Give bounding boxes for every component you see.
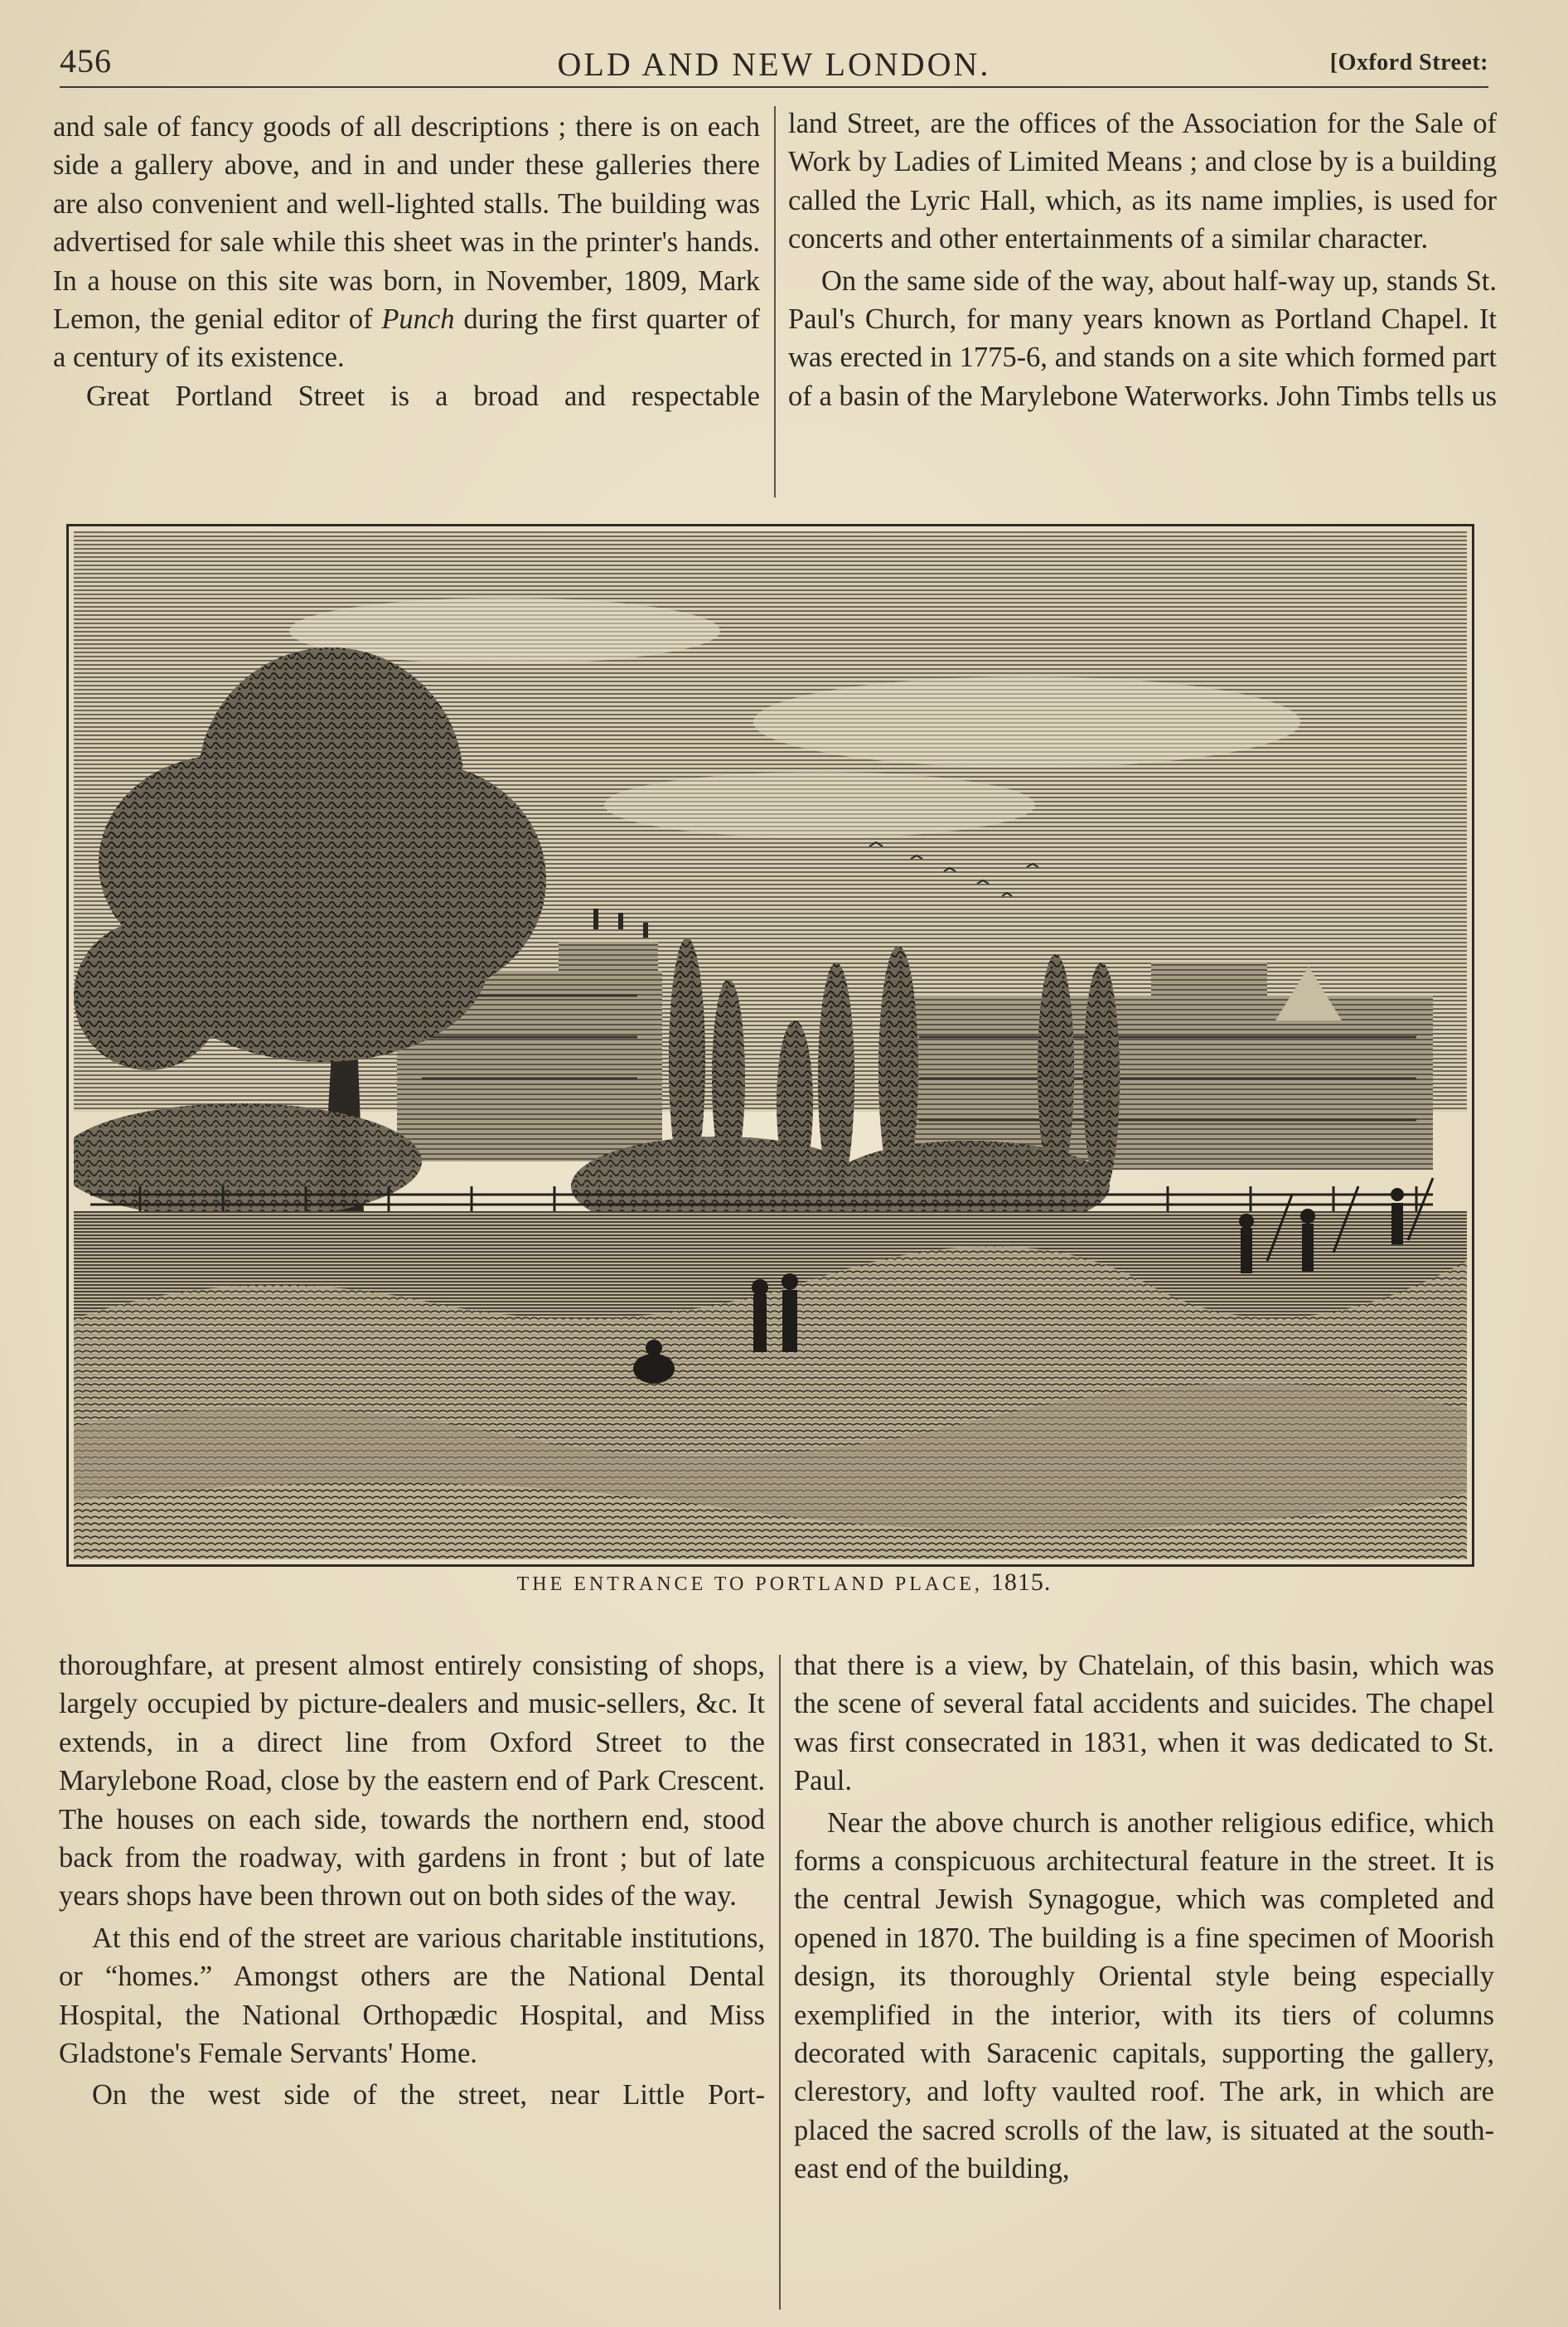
paragraph — [53, 108, 760, 377]
engraving-illustration — [66, 524, 1474, 1567]
paragraph: thoroughfare, at present almost entirely consisting of shops, largely occupied by picture-dealers and music-sellers, &c. It extends, in a direct line from Oxford Street to the Marylebone Road, close by the eastern end of Park Crescent. The houses on each side, towards the northern end, stood back from the roadway, with gardens in front ; but of late years shops have been thrown out on both sides of the way. — [59, 1650, 765, 1913]
column-bottom-right — [794, 1646, 1494, 2189]
header-rule — [60, 86, 1488, 88]
column-divider — [779, 1655, 781, 2310]
caption-text: THE ENTRANCE TO PORTLAND PLACE, — [516, 1573, 983, 1595]
paragraph: Great Portland Street is a broad and respectable — [86, 380, 760, 412]
text-run: and sale of fancy goods of all descriptions ; there is on each side a gallery above, and in and under these galleries there are also convenient and well-lighted stalls. The building was advertised for sale while this sheet was in the printer's hands. In a house on this site was born, in November, 1809, Mark Lemon, the genial editor of — [53, 111, 760, 336]
paragraph: At this end of the street are various charitable institutions, or “homes.” Amongst others are the National Dental Hospital, the National Orthopædic Hospital, and Miss Gladstone's Female Servants' Home. — [59, 1922, 765, 2070]
column-top-right — [788, 104, 1497, 415]
column-divider — [774, 106, 776, 497]
book-title: OLD AND NEW LONDON. — [557, 46, 991, 83]
page-number: 456 — [60, 42, 112, 80]
running-header — [60, 33, 1488, 91]
engraving-picture — [74, 531, 1467, 1559]
caption-year: 1815. — [990, 1568, 1052, 1596]
paragraph: On the same side of the way, about half-way up, stands St. Paul's Church, for many years known as Portland Chapel. It was erected in 1775-6, and stands on a site which formed part of a basin of the Marylebone Waterworks. John Timbs tells us — [788, 264, 1497, 412]
paragraph: Near the above church is another religious edifice, which forms a conspicuous architectural feature in the street. It is the central Jewish Synagogue, which was completed and opened in 1870. The building is a fine specimen of Moorish design, its thoroughly Oriental style being especially exemplified in the interior, with its tiers of columns decorated with Saracenic capitals, supporting the gallery, clerestory, and lofty vaulted roof. The ark, in which are placed the sacred scrolls of the law, is situated at the south-east end of the building, — [794, 1806, 1494, 2185]
column-bottom-left — [59, 1646, 765, 2115]
figure-caption — [0, 1568, 1568, 1597]
italic-title: Punch — [381, 303, 455, 336]
paragraph: that there is a view, by Chatelain, of this basin, which was the scene of several fatal accidents and suicides. The chapel was first consecrated in 1831, when it was dedicated to St. Paul. — [794, 1650, 1494, 1797]
column-top-left — [53, 108, 760, 415]
section-title: [Oxford Street: — [1329, 50, 1488, 75]
paragraph: land Street, are the offices of the Association for the Sale of Work by Ladies of Limited Means ; and close by is a building called the Lyric Hall, which, as its name implies, is used for concerts and other entertainments of a similar character. — [788, 108, 1497, 255]
paragraph: On the west side of the street, near Little Port- — [92, 2079, 765, 2111]
text-run: during the first quarter of a century of its existence. — [53, 303, 760, 374]
